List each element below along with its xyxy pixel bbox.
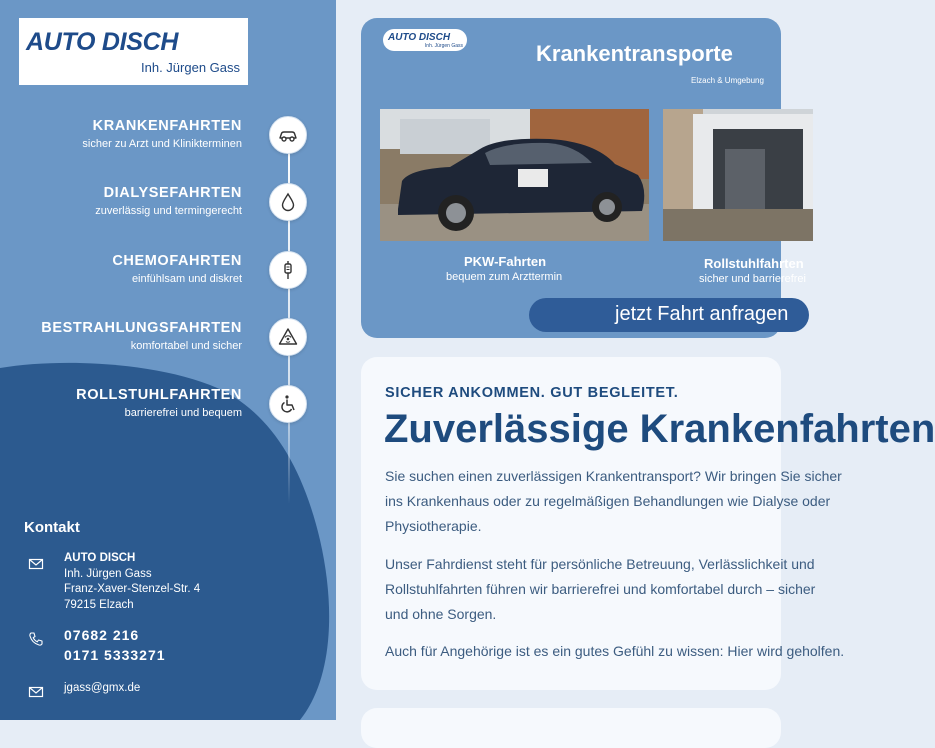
intro-line-3: Physiotherapie. (385, 518, 482, 534)
photo-rollstuhl (663, 109, 813, 241)
nav-item-chemofahrten[interactable] (0, 250, 312, 294)
contact-street: Franz-Xaver-Stenzel-Str. 4 (64, 583, 201, 595)
hero-logo-subtitle: Inh. Jürgen Gass (424, 43, 463, 49)
contact-company: AUTO DISCH (64, 552, 136, 564)
hero-region: Elzach & Umgebung (691, 76, 764, 85)
nav-item-dialysefahrten[interactable] (0, 182, 312, 226)
hero-card (361, 18, 806, 338)
phone-icon (28, 631, 44, 647)
next-section-card (361, 708, 781, 748)
photo-label-rollstuhl: Rollstuhlfahrten (704, 256, 804, 271)
email-icon (28, 684, 44, 700)
logo-subtitle: Inh. Jürgen Gass (141, 60, 240, 75)
sidebar (0, 0, 336, 720)
intro-line-6: und ohne Sorgen. (385, 606, 497, 622)
photo-sub-pkw: bequem zum Arzttermin (446, 271, 563, 283)
drop-icon[interactable] (269, 183, 307, 221)
nav-item-subtitle: komfortabel und sicher (130, 340, 242, 352)
intro-kicker: SICHER ANKOMMEN. GUT BEGLEITET. (385, 385, 679, 401)
phone-number-2[interactable]: 0171 5333271 (64, 647, 166, 663)
contact-title: Kontakt (24, 519, 80, 536)
nav-item-subtitle: zuverlässig und termingerecht (95, 205, 242, 217)
nav-item-title: CHEMOFAHRTEN (112, 253, 242, 269)
wheelchair-icon[interactable] (269, 385, 307, 423)
nav-item-subtitle: barrierefrei und bequem (124, 407, 242, 419)
contact-owner: Inh. Jürgen Gass (64, 567, 152, 580)
contact-address (64, 551, 200, 613)
intro-line-4: Unser Fahrdienst steht für persönliche Betreuung, Verlässlichkeit und (385, 556, 815, 572)
photo-pkw (380, 109, 649, 241)
nav-item-title: ROLLSTUHLFAHRTEN (76, 387, 242, 403)
mail-icon (28, 556, 44, 572)
hero-logo-title: AUTO DISCH (388, 32, 451, 43)
logo[interactable] (19, 18, 248, 85)
request-ride-button[interactable] (529, 298, 809, 332)
intro-line-2: ins Krankenhaus oder zu regelmäßigen Behandlungen wie Dialyse oder (385, 493, 831, 509)
intro-line-1: Sie suchen einen zuverlässigen Krankentransport? Wir bringen Sie sicher (385, 468, 842, 484)
radiation-icon[interactable] (269, 318, 307, 356)
car-icon[interactable] (269, 116, 307, 154)
nav-item-rollstuhlfahrten[interactable] (0, 384, 312, 428)
phone-number-1[interactable]: 07682 216 (64, 627, 140, 643)
nav-item-title: KRANKENFAHRTEN (92, 118, 242, 134)
hero-logo (383, 29, 467, 51)
intro-line-5: Rollstuhlfahrten führen wir barrierefrei und komfortabel durch – sicher (385, 581, 816, 597)
intro-headline: Zuverlässige Krankenfahrten (384, 407, 935, 451)
photo-sub-rollstuhl: sicher und barrierefrei (699, 273, 806, 285)
infusion-icon[interactable] (269, 251, 307, 289)
nav-item-krankenfahrten[interactable] (0, 115, 312, 159)
request-ride-label: jetzt Fahrt anfragen (615, 303, 789, 325)
nav-item-bestrahlungsfahrten[interactable] (0, 317, 312, 361)
contact-city: 79215 Elzach (64, 598, 134, 611)
intro-line-7: Auch für Angehörige ist es ein gutes Gefühl zu wissen: Hier wird geholfen. (385, 643, 845, 659)
logo-title: AUTO DISCH (26, 28, 179, 56)
contact-email[interactable]: jgass@gmx.de (64, 682, 141, 694)
photo-label-pkw: PKW-Fahrten (464, 254, 547, 269)
nav-item-title: BESTRAHLUNGSFAHRTEN (41, 320, 242, 336)
intro-card (361, 357, 935, 690)
nav-item-title: DIALYSEFAHRTEN (103, 185, 242, 201)
nav-item-subtitle: einfühlsam und diskret (131, 273, 242, 285)
hero-title: Krankentransporte (536, 41, 733, 66)
nav-item-subtitle: sicher zu Arzt und Klinikterminen (82, 138, 242, 150)
